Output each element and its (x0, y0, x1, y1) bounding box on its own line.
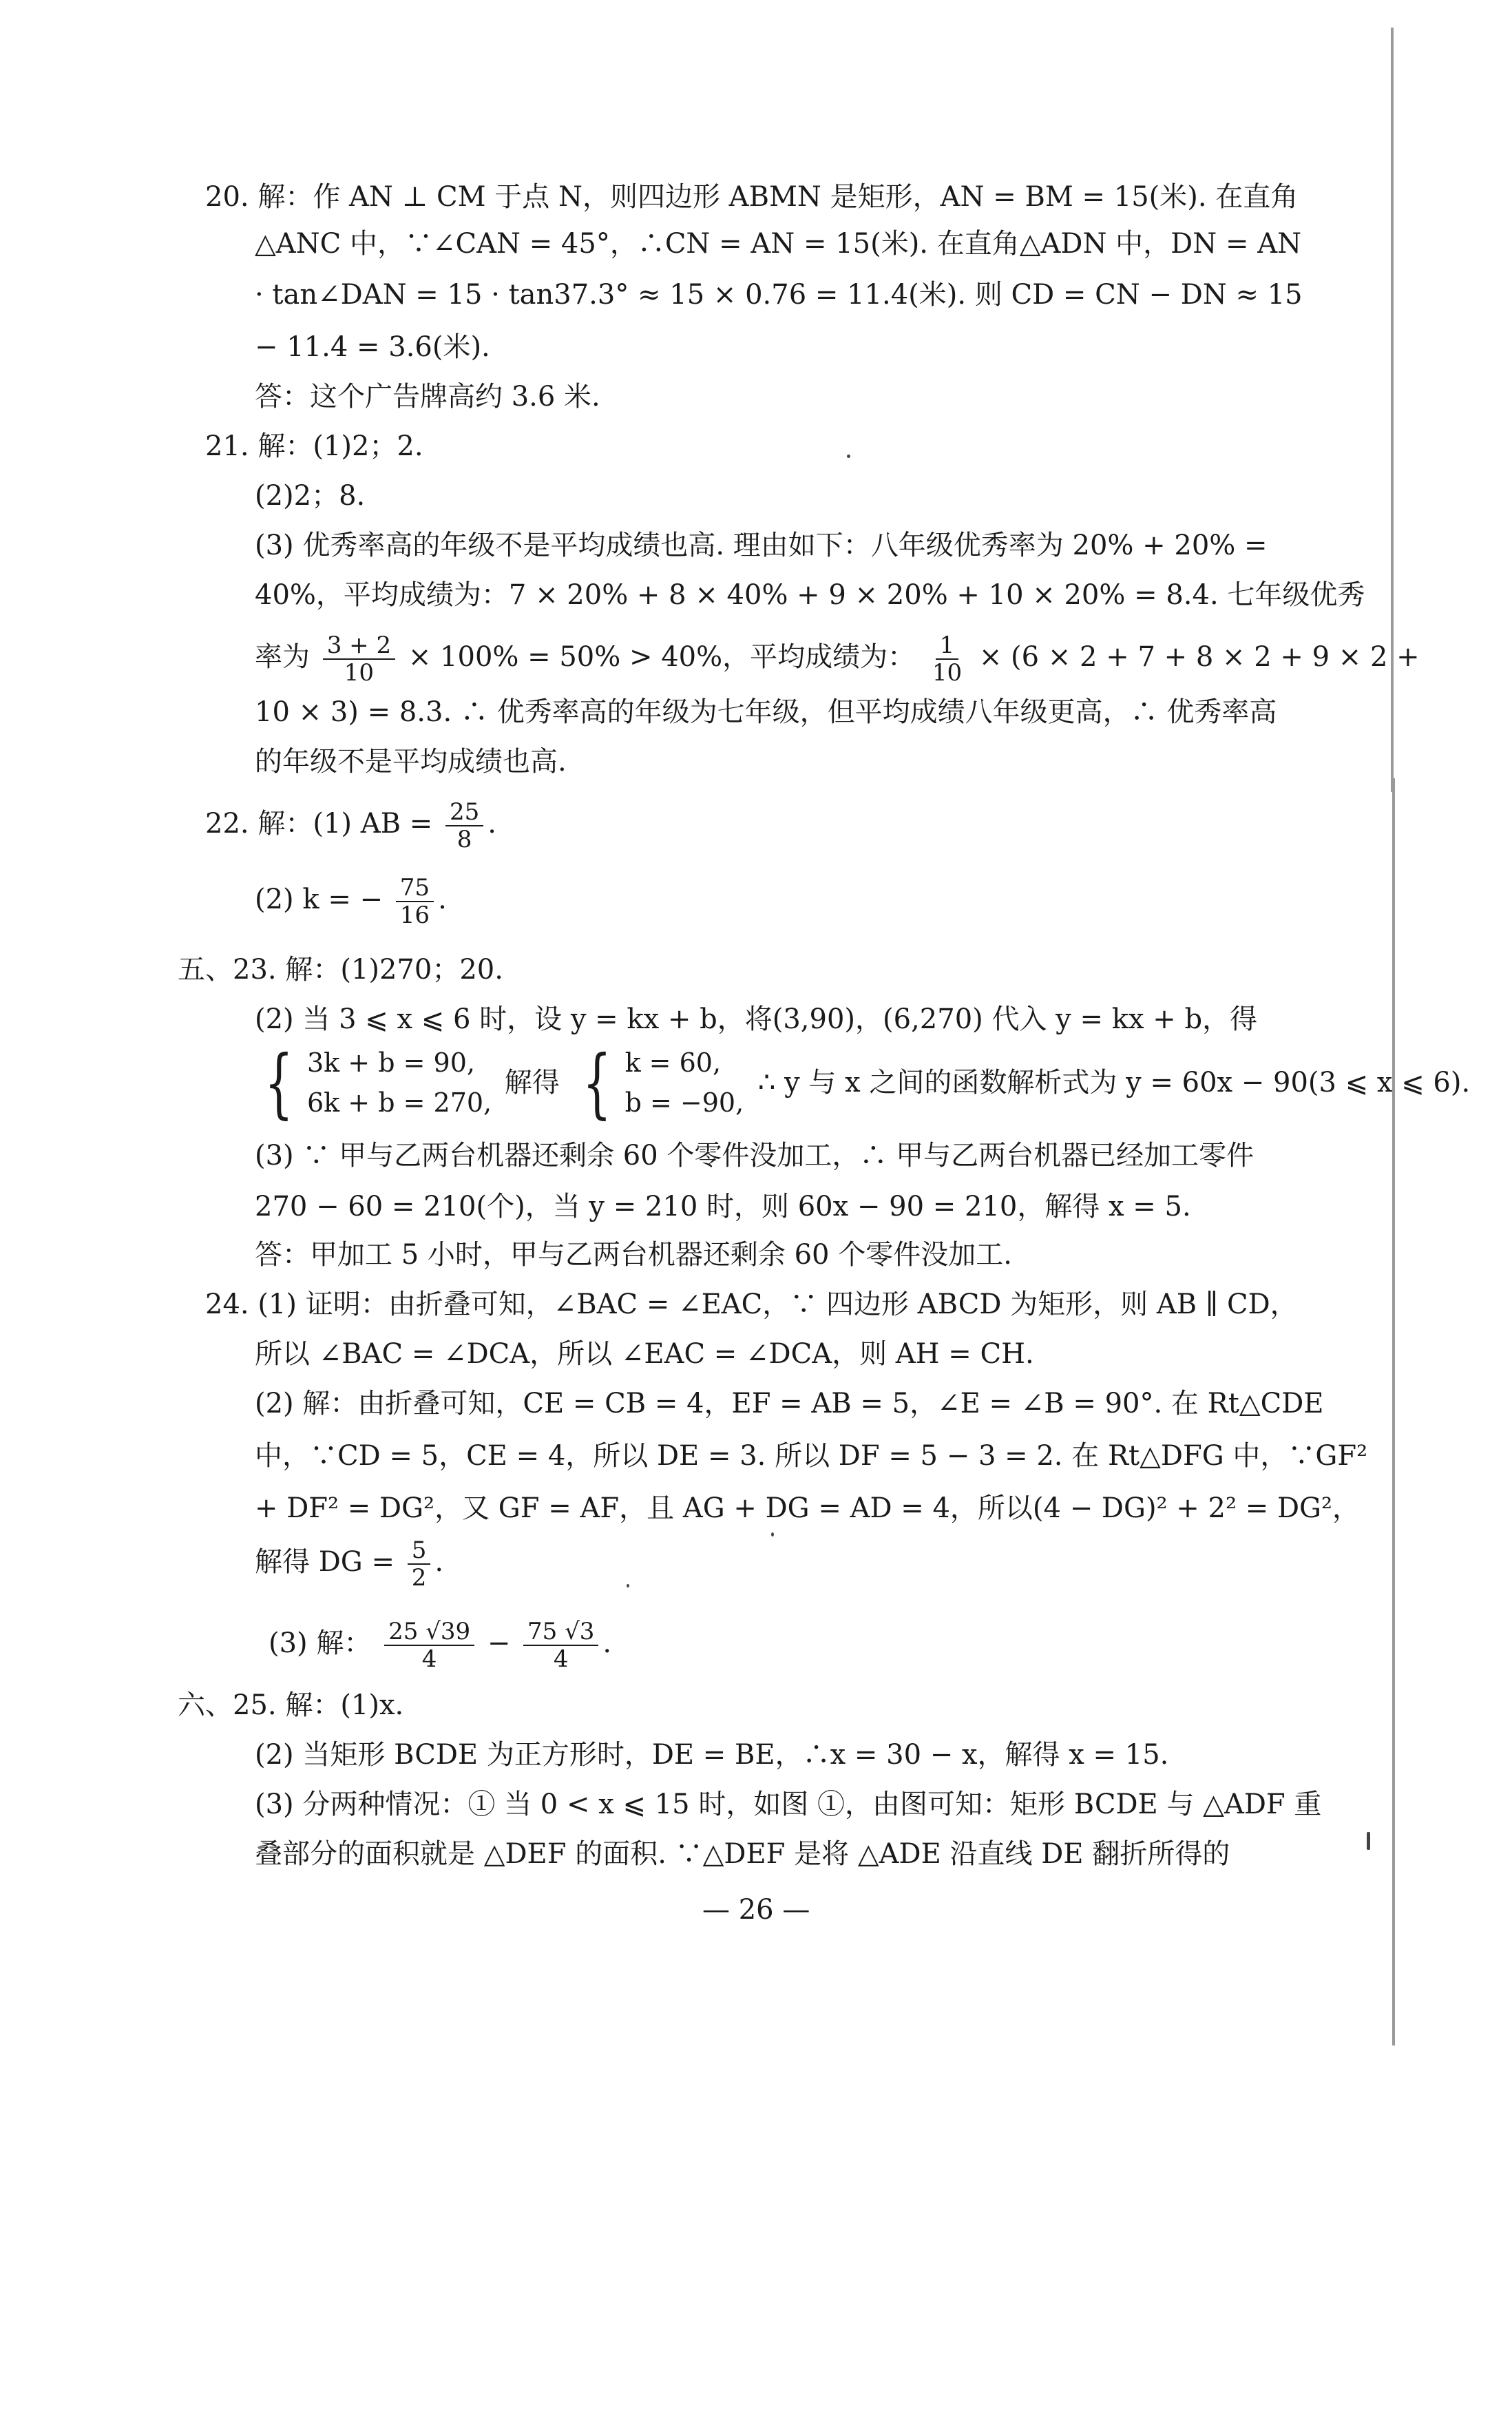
q25-part-1: 六、25. 解：(1)x. (178, 1689, 404, 1721)
period: . (487, 808, 496, 840)
q25-part-2: (2) 当矩形 BCDE 为正方形时，DE = BE，∴x = 30 − x，解得 x = 15. (255, 1739, 1169, 1771)
q23-equation-system (255, 1039, 1471, 1132)
scan-speck (627, 1584, 629, 1587)
solve-label: 解得 (504, 1067, 560, 1098)
scan-speck (1367, 1832, 1370, 1850)
q24-part-2-line-2: 中，∵CD = 5，CE = 4，所以 DE = 3. 所以 DF = 5 − 3 = 2. 在 Rt△DFG 中，∵GF² (255, 1440, 1368, 1472)
q22-k-label: (2) k = − (255, 884, 384, 915)
fraction-numerator: 25 √39 (384, 1618, 474, 1646)
fraction-denominator: 16 (399, 902, 430, 929)
scan-speck (771, 1532, 774, 1537)
q24-part-2-line-4 (255, 1537, 443, 1599)
q21-fraction-rate (323, 632, 395, 686)
equation-system-1 (255, 1039, 492, 1127)
q21-part-3-line-5: 的年级不是平均成绩也高. (255, 746, 567, 778)
left-brace: { (264, 1039, 293, 1127)
q25-part-3-line-1: (3) 分两种情况：① 当 0 < x ⩽ 15 时，如图 ①，由图可知：矩形 BCDE 与 △ADF 重 (255, 1789, 1322, 1820)
fraction-denominator: 4 (421, 1645, 437, 1673)
q21-part-3-line-3 (255, 632, 1420, 687)
q20-line-4: − 11.4 = 3.6(米). (255, 331, 490, 363)
equation-row: k = 60, (624, 1048, 722, 1078)
q20-answer: 答：这个广告牌高约 3.6 米. (255, 381, 600, 413)
q21-part-1: 21. 解：(1)2；2. (205, 430, 423, 462)
q21-part-2: (2)2；8. (255, 480, 366, 512)
q20-line-1: 20. 解：作 AN ⊥ CM 于点 N，则四边形 ABMN 是矩形，AN = BM = 15(米). 在直角 (205, 181, 1299, 213)
q22-part-1 (205, 799, 496, 854)
q24-part-3-label: (3) 解： (269, 1627, 372, 1659)
q23-part-1: 五、23. 解：(1)270；20. (178, 954, 503, 986)
margin-line-bottom (1392, 778, 1395, 2045)
q24-part-1-line-1: 24. (1) 证明：由折叠可知，∠BAC = ∠EAC，∵ 四边形 ABCD 为矩形，则 AB ∥ CD， (205, 1289, 1298, 1320)
period: . (438, 884, 447, 915)
q20-line-2: △ANC 中，∵∠CAN = 45°，∴CN = AN = 15(米). 在直角△ADN 中，DN = AN (255, 228, 1302, 260)
q24-part-2-line-3: + DF² = DG²，又 GF = AF，且 AG + DG = AD = 4，所以(4 − DG)² + 2² = DG²， (255, 1492, 1361, 1524)
q24-part-1-line-2: 所以 ∠BAC = ∠DCA，所以 ∠EAC = ∠DCA，则 AH = CH. (255, 1338, 1034, 1370)
period: . (602, 1627, 612, 1659)
function-expression: ∴ y 与 x 之间的函数解析式为 y = 60x − 90(3 ⩽ x ⩽ 6). (757, 1067, 1471, 1098)
fraction-numerator: 75 √3 (523, 1618, 598, 1646)
q22-fraction-ab (445, 799, 483, 853)
q24-fraction-2 (523, 1618, 598, 1672)
fraction-denominator: 4 (553, 1645, 569, 1673)
q21-part-3-line-1: (3) 优秀率高的年级不是平均成绩也高. 理由如下：八年级优秀率为 20% + 20% = (255, 530, 1268, 561)
q24-fraction-1 (384, 1618, 474, 1672)
fraction-denominator: 8 (456, 826, 472, 853)
fraction-denominator: 2 (411, 1564, 427, 1592)
period: . (434, 1546, 444, 1578)
q23-part-3-line-2: 270 − 60 = 210(个)，当 y = 210 时，则 60x − 90 = 210，解得 x = 5. (255, 1191, 1191, 1222)
q25-part-3-line-2: 叠部分的面积就是 △DEF 的面积. ∵△DEF 是将 △ADE 沿直线 DE 翻折所得的 (255, 1838, 1230, 1870)
fraction-numerator: 25 (445, 799, 483, 826)
minus-sign: − (487, 1627, 511, 1659)
q22-fraction-k (396, 875, 434, 928)
fraction-denominator: 10 (932, 659, 963, 687)
equation-system-2 (573, 1039, 744, 1127)
q21-part-3-line-2: 40%，平均成绩为：7 × 20% + 8 × 40% + 9 × 20% + 10 × 20% = 8.4. 七年级优秀 (255, 579, 1365, 611)
q21-rate-label: 率为 (255, 641, 310, 673)
fraction-numerator: 5 (408, 1537, 431, 1565)
scan-speck (847, 455, 850, 458)
q22-part-2 (255, 875, 447, 930)
fraction-denominator: 10 (344, 659, 375, 687)
page-number: — 26 — (702, 1894, 810, 1926)
q21-fraction-average (928, 632, 966, 686)
fraction-numerator: 1 (936, 632, 959, 660)
q24-fraction-dg (408, 1537, 431, 1591)
q24-part-3 (269, 1618, 611, 1680)
q24-part-2-line-1: (2) 解：由折叠可知，CE = CB = 4，EF = AB = 5，∠E = ∠B = 90°. 在 Rt△CDE (255, 1388, 1324, 1419)
q21-rate-text: × 100% = 50% > 40%，平均成绩为： (408, 641, 916, 673)
q21-average-text: × (6 × 2 + 7 + 8 × 2 + 9 × 2 + (978, 641, 1420, 673)
q20-line-3: · tan∠DAN = 15 · tan37.3° ≈ 15 × 0.76 = 11.4(米). 则 CD = CN − DN ≈ 15 (255, 279, 1303, 311)
equation-row: b = −90, (624, 1087, 744, 1118)
q22-ab-label: 22. 解：(1) AB = (205, 808, 433, 840)
q23-part-3-line-1: (3) ∵ 甲与乙两台机器还剩余 60 个零件没加工，∴ 甲与乙两台机器已经加工零件 (255, 1140, 1254, 1171)
fraction-numerator: 75 (396, 875, 434, 902)
q23-part-2: (2) 当 3 ⩽ x ⩽ 6 时，设 y = kx + b，将(3,90)，(6,270) 代入 y = kx + b，得 (255, 1003, 1258, 1035)
equation-row: 6k + b = 270, (307, 1087, 492, 1118)
equation-row: 3k + b = 90, (307, 1048, 475, 1078)
q24-dg-label: 解得 DG = (255, 1546, 395, 1578)
fraction-numerator: 3 + 2 (323, 632, 395, 660)
left-brace: { (582, 1039, 611, 1127)
q21-part-3-line-4: 10 × 3) = 8.3. ∴ 优秀率高的年级为七年级，但平均成绩八年级更高，∴ 优秀率高 (255, 696, 1277, 728)
q23-answer: 答：甲加工 5 小时，甲与乙两台机器还剩余 60 个零件没加工. (255, 1239, 1012, 1271)
